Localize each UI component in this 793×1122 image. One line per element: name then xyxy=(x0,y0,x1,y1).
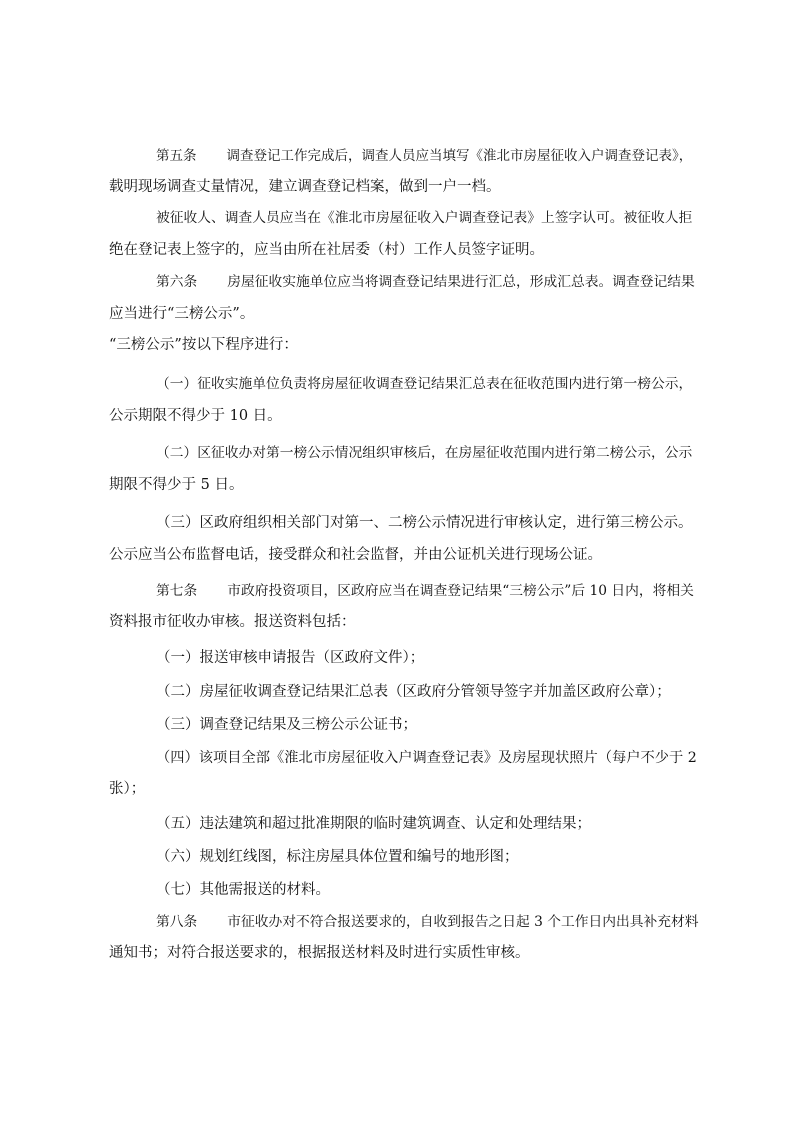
article-5-line-1 xyxy=(156,146,692,166)
article-5-label: 第五条 xyxy=(156,148,197,164)
list-item-3: （三）调查登记结果及三榜公示公证书； xyxy=(156,717,417,733)
item-3-line-1: （三）区政府组织相关部门对第一、二榜公示情况进行审核认定，进行第三榜公示。 xyxy=(156,515,693,531)
article-8-line-2: 通知书；对符合报送要求的，根据报送材料及时进行实质性审核。 xyxy=(109,945,530,961)
list-item-4-line-1: （四）该项目全部《淮北市房屋征收入户调查登记表》及房屋现状照片（每户不少于 2 xyxy=(156,750,697,766)
article-7-line-2: 资料报市征收办审核。报送资料包括： xyxy=(109,614,356,630)
list-item-5: （五）违法建筑和超过批准期限的临时建筑调查、认定和处理结果； xyxy=(156,816,591,832)
item-2-line-2: 期限不得少于 5 日。 xyxy=(109,477,244,493)
sign-paragraph-line-1: 被征收人、调查人员应当在《淮北市房屋征收入户调查登记表》上签字认可。被征收人拒 xyxy=(156,210,693,226)
article-7-label: 第七条 xyxy=(156,583,198,599)
article-8-text: 市征收办对不符合报送要求的，自收到报告之日起 3 个工作日内出具补充材料 xyxy=(227,914,699,930)
list-item-4-line-2: 张）； xyxy=(109,781,146,797)
sign-paragraph-line-2: 绝在登记表上签字的，应当由所在社居委（村）工作人员签字证明。 xyxy=(109,242,544,258)
article-6-label: 第六条 xyxy=(156,274,198,290)
article-5-text: 调查登记工作完成后，调查人员应当填写《淮北市房屋征收入户调查登记表》， xyxy=(226,148,693,164)
article-5-line-2: 载明现场调查丈量情况，建立调查登记档案，做到一户一档。 xyxy=(109,179,501,195)
article-6-text: 房屋征收实施单位应当将调查登记结果进行汇总，形成汇总表。调查登记结果 xyxy=(227,274,695,290)
item-2-line-1: （二）区征收办对第一榜公示情况组织审核后，在房屋征收范围内进行第二榜公示，公示 xyxy=(156,445,693,461)
article-8-line-1 xyxy=(156,912,699,932)
list-item-1: （一）报送审核申请报告（区政府文件）； xyxy=(156,650,425,666)
item-1-line-2: 公示期限不得少于 10 日。 xyxy=(109,408,282,424)
item-3-line-2: 公示应当公布监督电话，接受群众和社会监督，并由公证机关进行现场公证。 xyxy=(109,547,602,563)
list-item-7: （七）其他需报送的材料。 xyxy=(156,882,330,898)
article-6-line-1 xyxy=(156,272,695,292)
procedure-paragraph: “三榜公示”按以下程序进行： xyxy=(109,337,298,353)
list-item-2: （二）房屋征收调查登记结果汇总表（区政府分管领导签字并加盖区政府公章）； xyxy=(156,684,671,700)
item-1-line-1: （一）征收实施单位负责将房屋征收调查登记结果汇总表在征收范围内进行第一榜公示， xyxy=(156,376,693,392)
article-8-label: 第八条 xyxy=(156,914,198,930)
article-7-line-1 xyxy=(156,581,694,601)
article-7-text: 市政府投资项目，区政府应当在调查登记结果“三榜公示”后 10 日内，将相关 xyxy=(227,583,694,599)
list-item-6: （六）规划红线图，标注房屋具体位置和编号的地形图； xyxy=(156,849,519,865)
article-6-line-2: 应当进行“三榜公示”。 xyxy=(109,306,255,322)
